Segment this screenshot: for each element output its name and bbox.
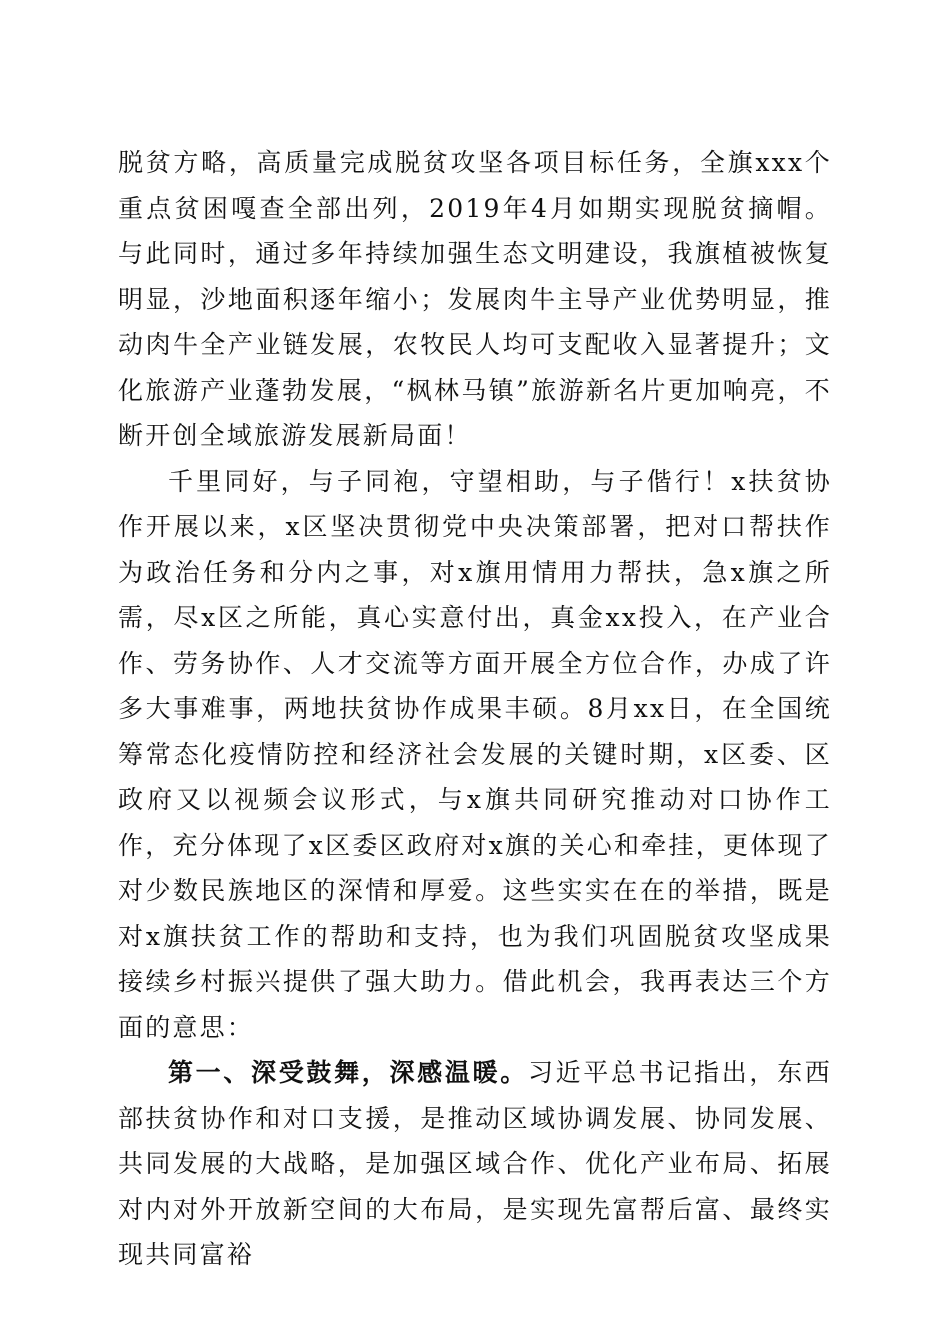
document-body xyxy=(118,140,832,1278)
paragraph-3-text: 习近平总书记指出，东西部扶贫协作和对口支援，是推动区域协调发展、协同发展、共同发展的大战略，是加强区域合作、优化产业布局、拓展对内对外开放新空间的大布局，是实现先富帮后富、最终实现共同富裕 xyxy=(118,1058,833,1269)
paragraph-1-text: 脱贫方略，高质量完成脱贫攻坚各项目标任务，全旗xxx个重点贫困嘎查全部出列，2019年4月如期实现脱贫摘帽。与此同时，通过多年持续加强生态文明建设，我旗植被恢复明显，沙地面积逐年缩小；发展肉牛主导产业优势明显，推动肉牛全产业链发展，农牧民人均可支配收入显著提升；文化旅游产业蓬勃发展，“枫林马镇”旅游新名片更加响亮，不断开创全域旅游发展新局面！ xyxy=(118,148,832,450)
paragraph-2 xyxy=(118,459,832,1051)
paragraph-1 xyxy=(118,140,832,459)
paragraph-2-text: 千里同好，与子同袍，守望相助，与子偕行！x扶贫协作开展以来，x区坚决贯彻党中央决策部署，把对口帮扶作为政治任务和分内之事，对x旗用情用力帮扶，急x旗之所需，尽x区之所能，真心实意付出，真金xx投入，在产业合作、劳务协作、人才交流等方面开展全方位合作，办成了许多大事难事，两地扶贫协作成果丰硕。8月xx日，在全国统筹常态化疫情防控和经济社会发展的关键时期，x区委、区政府又以视频会议形式，与x旗共同研究推动对口协作工作，充分体现了x区委区政府对x旗的关心和牵挂，更体现了对少数民族地区的深情和厚爱。这些实实在在的举措，既是对x旗扶贫工作的帮助和支持，也为我们巩固脱贫攻坚成果接续乡村振兴提供了强大助力。借此机会，我再表达三个方面的意思： xyxy=(118,466,832,1042)
paragraph-3 xyxy=(118,1050,832,1278)
paragraph-3-heading: 第一、深受鼓舞，深感温暖。 xyxy=(168,1058,528,1087)
